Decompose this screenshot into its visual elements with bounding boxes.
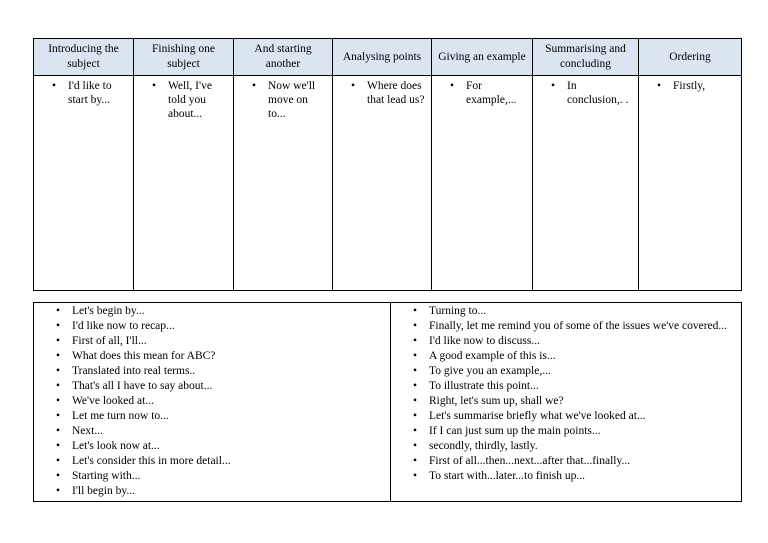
header-starting-another: And starting another xyxy=(234,39,333,76)
phrase-item: • Turning to... xyxy=(391,304,741,319)
phrase-item: • Translated into real terms.. xyxy=(34,364,390,379)
header-row xyxy=(34,39,742,76)
phrase-item: • I'd like now to recap... xyxy=(34,319,390,334)
header-analysing-points: Analysing points xyxy=(333,39,432,76)
list-item: • I'd like to start by... xyxy=(34,79,133,107)
phrase-item: • If I can just sum up the main points... xyxy=(391,424,741,439)
cell-finishing-subject xyxy=(134,76,234,291)
phrase-item: • Starting with... xyxy=(34,469,390,484)
phrase-list-right xyxy=(391,304,741,484)
phrase-item: • First of all...then...next...after that...finally... xyxy=(391,454,741,469)
phrase-item: • First of all, I'll... xyxy=(34,334,390,349)
cell-introducing-subject xyxy=(34,76,134,291)
phrase-item: • secondly, thirdly, lastly. xyxy=(391,439,741,454)
phrase-item: • To start with...later...to finish up... xyxy=(391,469,741,484)
header-ordering: Ordering xyxy=(639,39,742,76)
cell-starting-another xyxy=(234,76,333,291)
phrases-table xyxy=(33,302,742,502)
phrases-row xyxy=(34,303,742,502)
list-item: • In conclusion,. . xyxy=(533,79,638,107)
phrase-item: • What does this mean for ABC? xyxy=(34,349,390,364)
list-item: • Well, I've told you about... xyxy=(134,79,233,121)
list-item: • Where does that lead us? xyxy=(333,79,431,107)
phrase-item: • I'd like now to discuss... xyxy=(391,334,741,349)
phrase-item: • To illustrate this point... xyxy=(391,379,741,394)
phrase-item: • A good example of this is... xyxy=(391,349,741,364)
example-row xyxy=(34,76,742,291)
header-introducing-subject: Introducing the subject xyxy=(34,39,134,76)
phrase-item: • We've looked at... xyxy=(34,394,390,409)
phrase-item: • Finally, let me remind you of some of the issues we've covered... xyxy=(391,319,741,334)
phrase-item: • I'll begin by... xyxy=(34,484,390,499)
list-item: • For example,... xyxy=(432,79,532,107)
cell-analysing-points xyxy=(333,76,432,291)
phrases-left-column xyxy=(34,303,391,502)
cell-summarising-concluding xyxy=(533,76,639,291)
phrase-item: • To give you an example,... xyxy=(391,364,741,379)
header-summarising-concluding: Summarising and concluding xyxy=(533,39,639,76)
phrase-list-left xyxy=(34,304,390,499)
header-finishing-subject: Finishing one subject xyxy=(134,39,234,76)
phrase-item: • Let's begin by... xyxy=(34,304,390,319)
phrase-item: • Let's summarise briefly what we've looked at... xyxy=(391,409,741,424)
cell-giving-example xyxy=(432,76,533,291)
phrases-right-column xyxy=(391,303,742,502)
cell-ordering xyxy=(639,76,742,291)
phrase-item: • That's all I have to say about... xyxy=(34,379,390,394)
list-item: • Firstly, xyxy=(639,79,741,93)
phrase-item: • Next... xyxy=(34,424,390,439)
phrase-item: • Let's look now at... xyxy=(34,439,390,454)
phrase-item: • Let me turn now to... xyxy=(34,409,390,424)
list-item: • Now we'll move on to... xyxy=(234,79,332,121)
phrase-item: • Let's consider this in more detail... xyxy=(34,454,390,469)
categories-table xyxy=(33,38,742,291)
phrase-item: • Right, let's sum up, shall we? xyxy=(391,394,741,409)
header-giving-example: Giving an example xyxy=(432,39,533,76)
